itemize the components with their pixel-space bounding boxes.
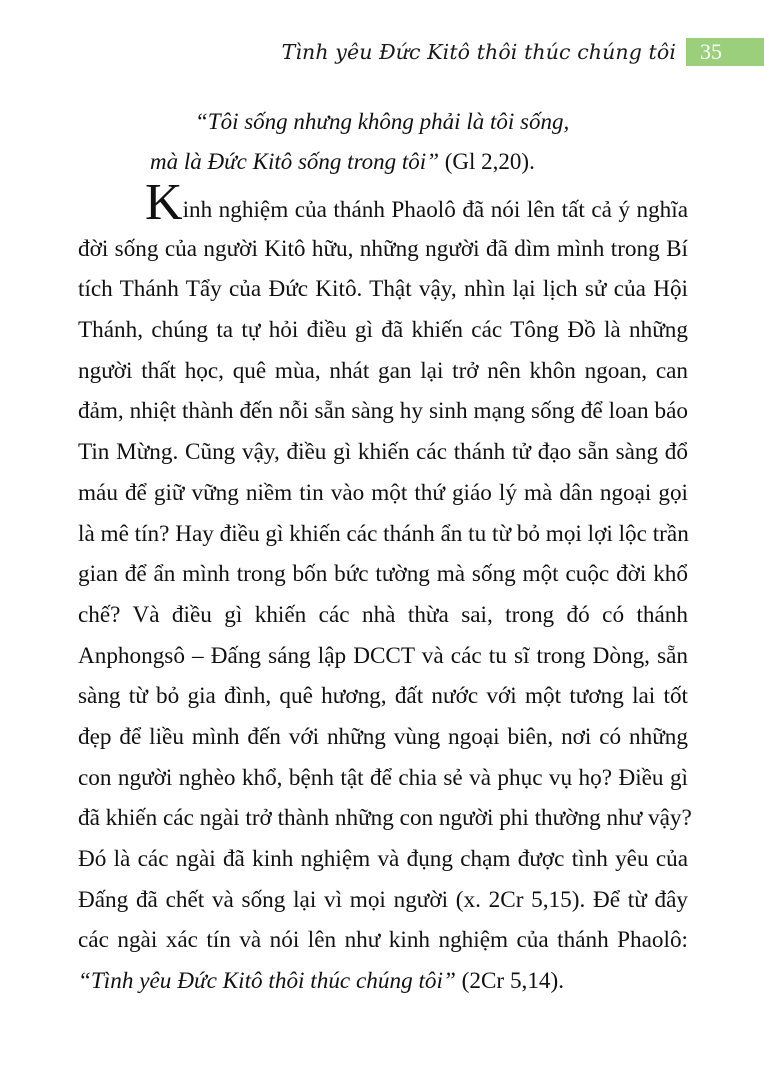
body-line: các ngài xác tín và nói lên như kinh nghiệm của thánh Phaolô: [78,927,688,954]
body-line: đẹp để liều mình đến với những vùng ngoại biên, nơi có những [78,723,688,750]
body-line: chế? Và điều gì khiến các nhà thừa sai, trong đó có thánh [78,601,688,628]
body-line: máu để giữ vững niềm tin vào một thứ giáo lý mà dân ngoại gọi [78,479,688,506]
body-line: Đó là các ngài đã kinh nghiệm và đụng chạm được tình yêu của [78,846,688,872]
epigraph-quote-text: mà là Đức Kitô sống trong tôi” [150,149,439,174]
body-line: đảm, nhiệt thành đến nỗi sẵn sàng hy sinh mạng sống để loan báo [78,398,688,425]
page-number-badge: 35 [686,38,764,66]
body-line: Thánh, chúng ta tự hỏi điều gì đã khiến các Tông Đồ là những [78,317,688,344]
body-line: Tin Mừng. Cũng vậy, điều gì khiến các thánh tử đạo sẵn sàng đổ [78,439,688,466]
body-line: người thất học, quê mùa, nhát gan lại trở nên khôn ngoan, can [78,357,688,384]
body-line: đời sống của người Kitô hữu, những người đã dìm mình trong Bí [78,235,688,262]
body-line: gian để ẩn mình trong bốn bức tường mà sống một cuộc đời khổ [78,561,688,588]
body-line-last [78,961,688,1002]
epigraph-quote [140,102,585,182]
closing-reference: (2Cr 5,14). [455,968,565,995]
body-line [78,174,688,231]
body-line: con người nghèo khổ, bệnh tật để chia sẻ và phục vụ họ? Điều gì [78,764,688,791]
running-header [0,36,764,68]
body-line: là mê tín? Hay điều gì khiến các thánh ẩn tu từ bỏ mọi lợi lộc trần [78,520,689,547]
body-line: Đấng đã chết và sống lại vì mọi người (x. 2Cr 5,15). Để từ đây [78,886,688,913]
epigraph-line-2 [140,142,585,182]
body-paragraph [78,174,692,1002]
drop-cap: K [145,174,183,231]
epigraph-reference: (Gl 2,20). [439,149,535,174]
body-line: tích Thánh Tẩy của Đức Kitô. Thật vậy, nhìn lại lịch sử của Hội [78,276,688,303]
header-title: Tình yêu Đức Kitô thôi thúc chúng tôi [281,40,676,64]
epigraph-line-1: “Tôi sống nhưng không phải là tôi sống, [195,109,570,134]
closing-quote: “Tình yêu Đức Kitô thôi thúc chúng tôi” [78,968,456,995]
body-line-text: inh nghiệm của thánh Phaolô đã nói lên tất cả ý nghĩa [182,197,688,223]
body-line: sàng từ bỏ gia đình, quê hương, đất nước với một tương lai tốt [78,683,688,710]
body-line: Anphongsô – Đấng sáng lập DCCT và các tu sĩ trong Dòng, sẵn [78,642,688,669]
body-line: đã khiến các ngài trở thành những con người phi thường như vậy? [78,805,692,832]
